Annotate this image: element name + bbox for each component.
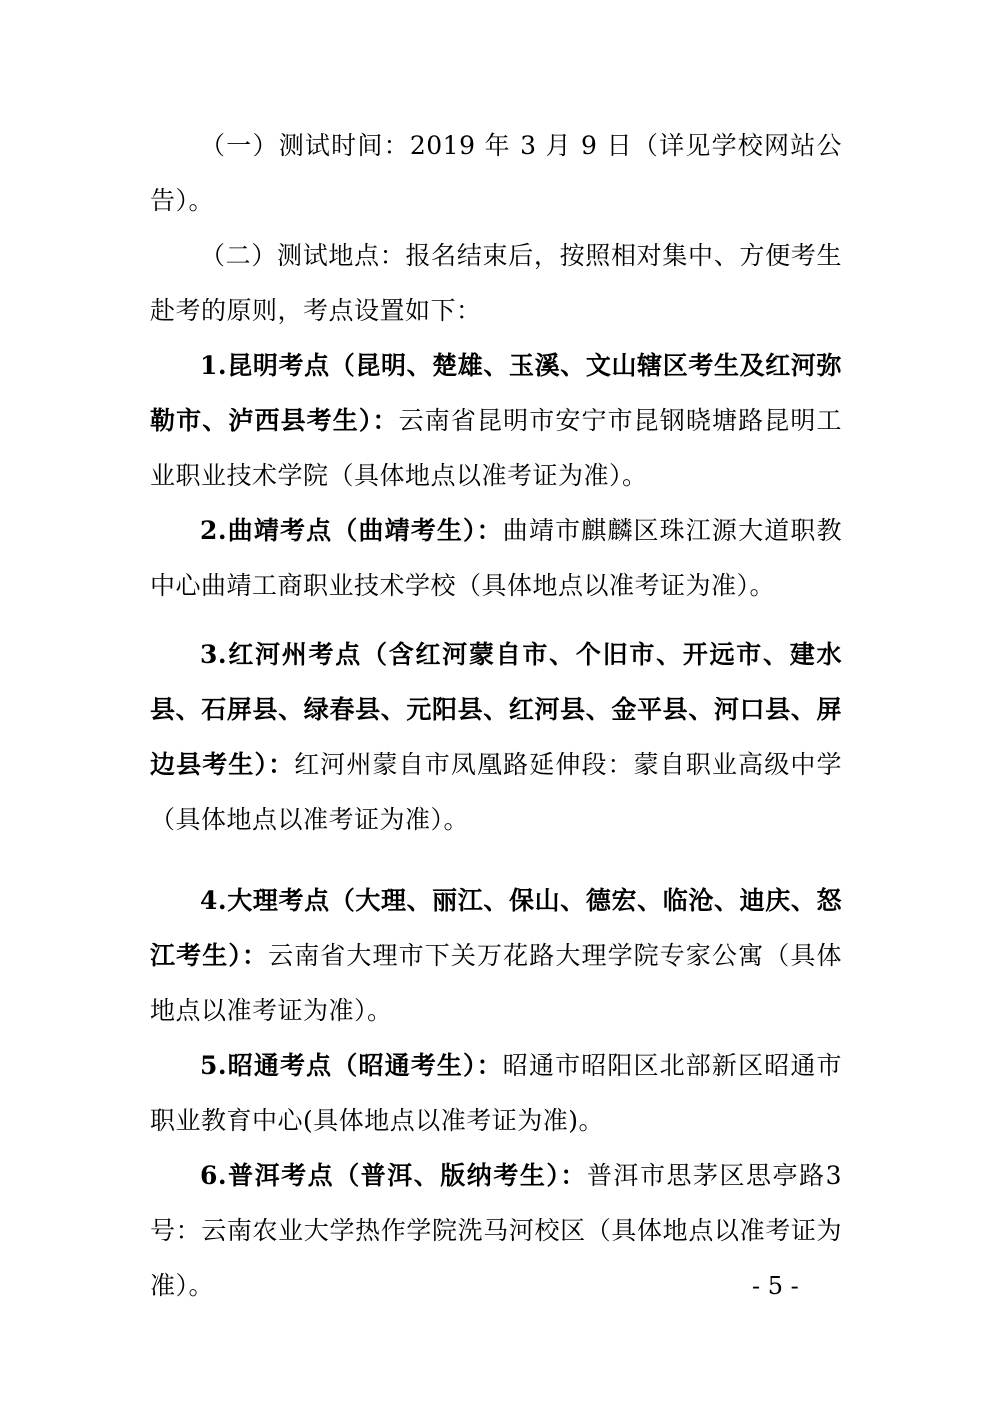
paragraph-qujing-site (150, 503, 842, 613)
paragraph-text: （一）测试时间：2019 年 3 月 9 日（详见学校网站公告）。 (150, 131, 842, 215)
paragraph-honghe-site (150, 627, 842, 847)
paragraph-text: 昭通市昭阳区北部新区昭通市职业教育中心(具体地点以准考证为准)。 (150, 1051, 842, 1135)
paragraph-lead: 5.昭通考点（昭通考生）： (200, 1051, 503, 1080)
paragraph-text: 曲靖市麒麟区珠江源大道职教中心曲靖工商职业技术学校（具体地点以准考证为准）。 (150, 516, 842, 600)
paragraph-lead: 2.曲靖考点（曲靖考生）： (200, 516, 503, 545)
paragraph-test-location (150, 228, 842, 338)
paragraph-text: （二）测试地点：报名结束后，按照相对集中、方便考生赴考的原则，考点设置如下： (150, 241, 842, 325)
paragraph-dali-site (150, 873, 842, 1038)
paragraph-test-time (150, 118, 842, 228)
document-body (150, 118, 842, 1313)
paragraph-text: 红河州蒙自市凤凰路延伸段：蒙自职业高级中学（具体地点以准考证为准）。 (150, 750, 842, 834)
paragraph-text: 普洱市思茅区思亭路3 号：云南农业大学热作学院洗马河校区（具体地点以准考证为准）。 (150, 1161, 842, 1300)
paragraph-lead: 1.昆明考点（昆明、楚雄、玉溪、文山辖区考生及红河弥勒市、泸西县考生）： (150, 351, 842, 435)
paragraph-zhaotong-site (150, 1038, 842, 1148)
paragraph-kunming-site (150, 338, 842, 503)
paragraph-text: 云南省大理市下关万花路大理学院专家公寓（具体地点以准考证为准）。 (150, 941, 842, 1025)
paragraph-text: 云南省昆明市安宁市昆钢晓塘路昆明工业职业技术学院（具体地点以准考证为准）。 (150, 406, 842, 490)
page-number: - 5 - (752, 1272, 799, 1300)
paragraph-puer-site (150, 1148, 842, 1313)
paragraph-lead: 6.普洱考点（普洱、版纳考生）： (200, 1161, 587, 1190)
paragraph-lead: 3.红河州考点（含红河蒙自市、个旧市、开远市、建水县、石屏县、绿春县、元阳县、红河县、金平县、河口县、屏边县考生）： (150, 640, 842, 779)
paragraph-lead: 4.大理考点（大理、丽江、保山、德宏、临沧、迪庆、怒江考生）： (150, 886, 842, 970)
